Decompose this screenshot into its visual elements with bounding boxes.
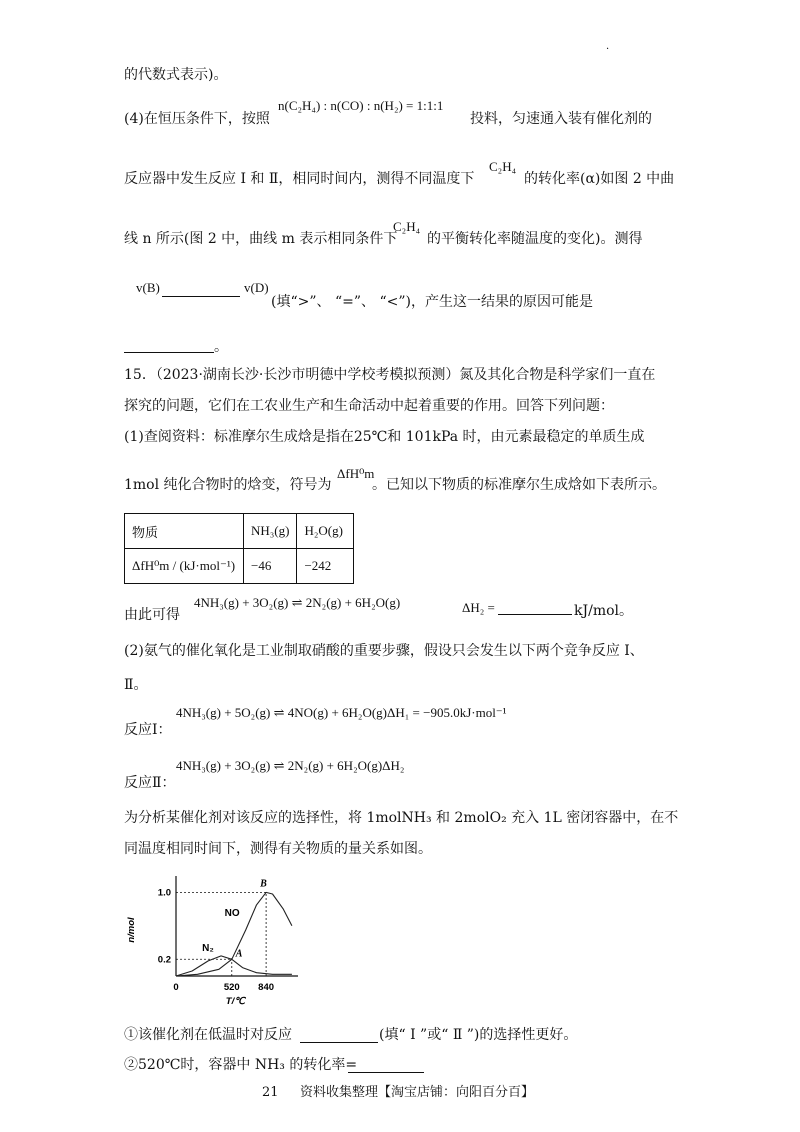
page-number: 21 [262,1085,279,1100]
q15-part1-line1: (1)查阅资料：标准摩尔生成焓是指在25℃和 101kPa 时，由元素最稳定的单质生成 [124,429,645,445]
enthalpy-symbol: ΔfH⁰m [337,466,375,481]
v-d-label: v(D) [244,280,269,295]
q15-heading: 15．（2023·湖南长沙·长沙市明德中学校考模拟预测）氮及其化合物是科学家们一直在 [124,367,656,383]
q2-line1: (2)氨气的催化氧化是工业制取硝酸的重要步骤，假设只会发生以下两个竞争反应 Ⅰ、 [124,643,644,659]
q4-line2a: 反应器中发生反应 Ⅰ 和 Ⅱ，相同时间内，测得不同温度下 [124,171,475,187]
q4-ratio-formula: n(C₂H₄) : n(CO) : n(H₂) = 1:1:1 [278,98,444,113]
derive-dh-label: ΔH₂ = [462,600,495,615]
x-tick-label: 840 [258,982,275,993]
q4-end: 。 [214,339,228,355]
c2h4-formula-2: C₂H₄ [393,219,421,234]
derive-equation: 4NH₃(g) + 3O₂(g) ⇌ 2N₂(g) + 6H₂O(g) [194,595,401,610]
point-label-a: A [235,948,243,960]
reaction2-label: 反应Ⅱ： [124,775,176,791]
q4-line2b: 的转化率(α)如图 2 中曲 [524,171,675,187]
x-tick-label: 0 [173,982,179,993]
corner-dot: · [606,44,610,55]
footer-text: 资料收集整理【淘宝店铺：向阳百分百】 [300,1085,535,1100]
table-cell: −46 [244,549,297,584]
y-tick-label: 1.0 [157,887,171,899]
y-axis-label: n/mol [126,917,137,943]
answer-blank-selectivity[interactable] [300,1042,378,1043]
reaction1-label: 反应Ⅰ： [124,722,172,738]
answer-blank-vcompare[interactable] [162,296,240,297]
q4-line3a: 线 n 所示(图 2 中，曲线 m 表示相同条件下 [124,231,398,247]
reaction2-equation: 4NH₃(g) + 3O₂(g) ⇌ 2N₂(g) + 6H₂O(g)ΔH₂ [176,758,405,773]
answer-blank-reason[interactable] [124,352,214,353]
question-ii: ②520℃时，容器中 NH₃ 的转化率= [124,1057,358,1073]
question-i-hint: (填“ Ⅰ ”或“ Ⅱ ”)的选择性更好。 [379,1027,578,1043]
q4-fill-hint: (填“>”、 “=”、 “<”)，产生这一结果的原因可能是 [271,294,593,310]
derive-prefix: 由此可得 [124,607,180,623]
table-row [125,514,354,549]
v-b-label: v(B) [136,280,160,295]
table-cell: −242 [297,549,354,584]
analysis-line1: 为分析某催化剂对该反应的选择性，将 1molNH₃ 和 2molO₂ 充入 1L 密闭容器中，在不 [124,810,679,826]
table-header-cell: 物质 [125,514,244,549]
nh3-oxidation-chart [124,868,304,1010]
table-row [125,549,354,584]
q15-part1-line2-pre: 1mol 纯化合物时的焓变，符号为 [124,477,332,493]
table-row-label: ΔfH⁰m / (kJ·mol⁻¹) [125,549,244,584]
answer-blank-conversion[interactable] [348,1072,424,1073]
table-header-cell: H₂O(g) [297,514,354,549]
series-line-0 [176,892,292,976]
question-i: ①该催化剂在低温时对反应 [124,1027,292,1043]
x-tick-label: 520 [223,982,240,993]
y-tick-label: 0.2 [157,954,171,966]
q2-line2: Ⅱ。 [124,677,148,693]
series-label-n2: N₂ [202,942,214,954]
text-line-1: 的代数式表示)。 [124,67,228,83]
q15-line2: 探究的问题，它们在工农业生产和生命活动中起着重要的作用。回答下列问题： [124,398,614,414]
answer-blank-dh2[interactable] [498,614,572,615]
table-header-cell: NH₃(g) [244,514,297,549]
point-label-b: B [260,878,267,890]
derive-unit: kJ/mol。 [574,603,633,619]
q15-part1-line2-post: 。已知以下物质的标准摩尔生成焓如下表所示。 [372,477,666,493]
analysis-line2: 同温度相同时间下，测得有关物质的量关系如图。 [124,841,432,857]
q4-line3b: 的平衡转化率随温度的变化)。测得 [427,231,643,247]
reaction1-equation: 4NH₃(g) + 5O₂(g) ⇌ 4NO(g) + 6H₂O(g)ΔH₁ = −905.0kJ·mol⁻¹ [176,705,507,720]
q4-suffix: 投料，匀速通入装有催化剂的 [470,111,652,127]
q4-prefix: (4)在恒压条件下，按照 [124,111,270,127]
c2h4-formula-1: C₂H₄ [489,159,517,174]
series-label-no: NO [224,907,240,919]
enthalpy-table [124,513,354,584]
x-axis-label: T/℃ [225,996,245,1007]
